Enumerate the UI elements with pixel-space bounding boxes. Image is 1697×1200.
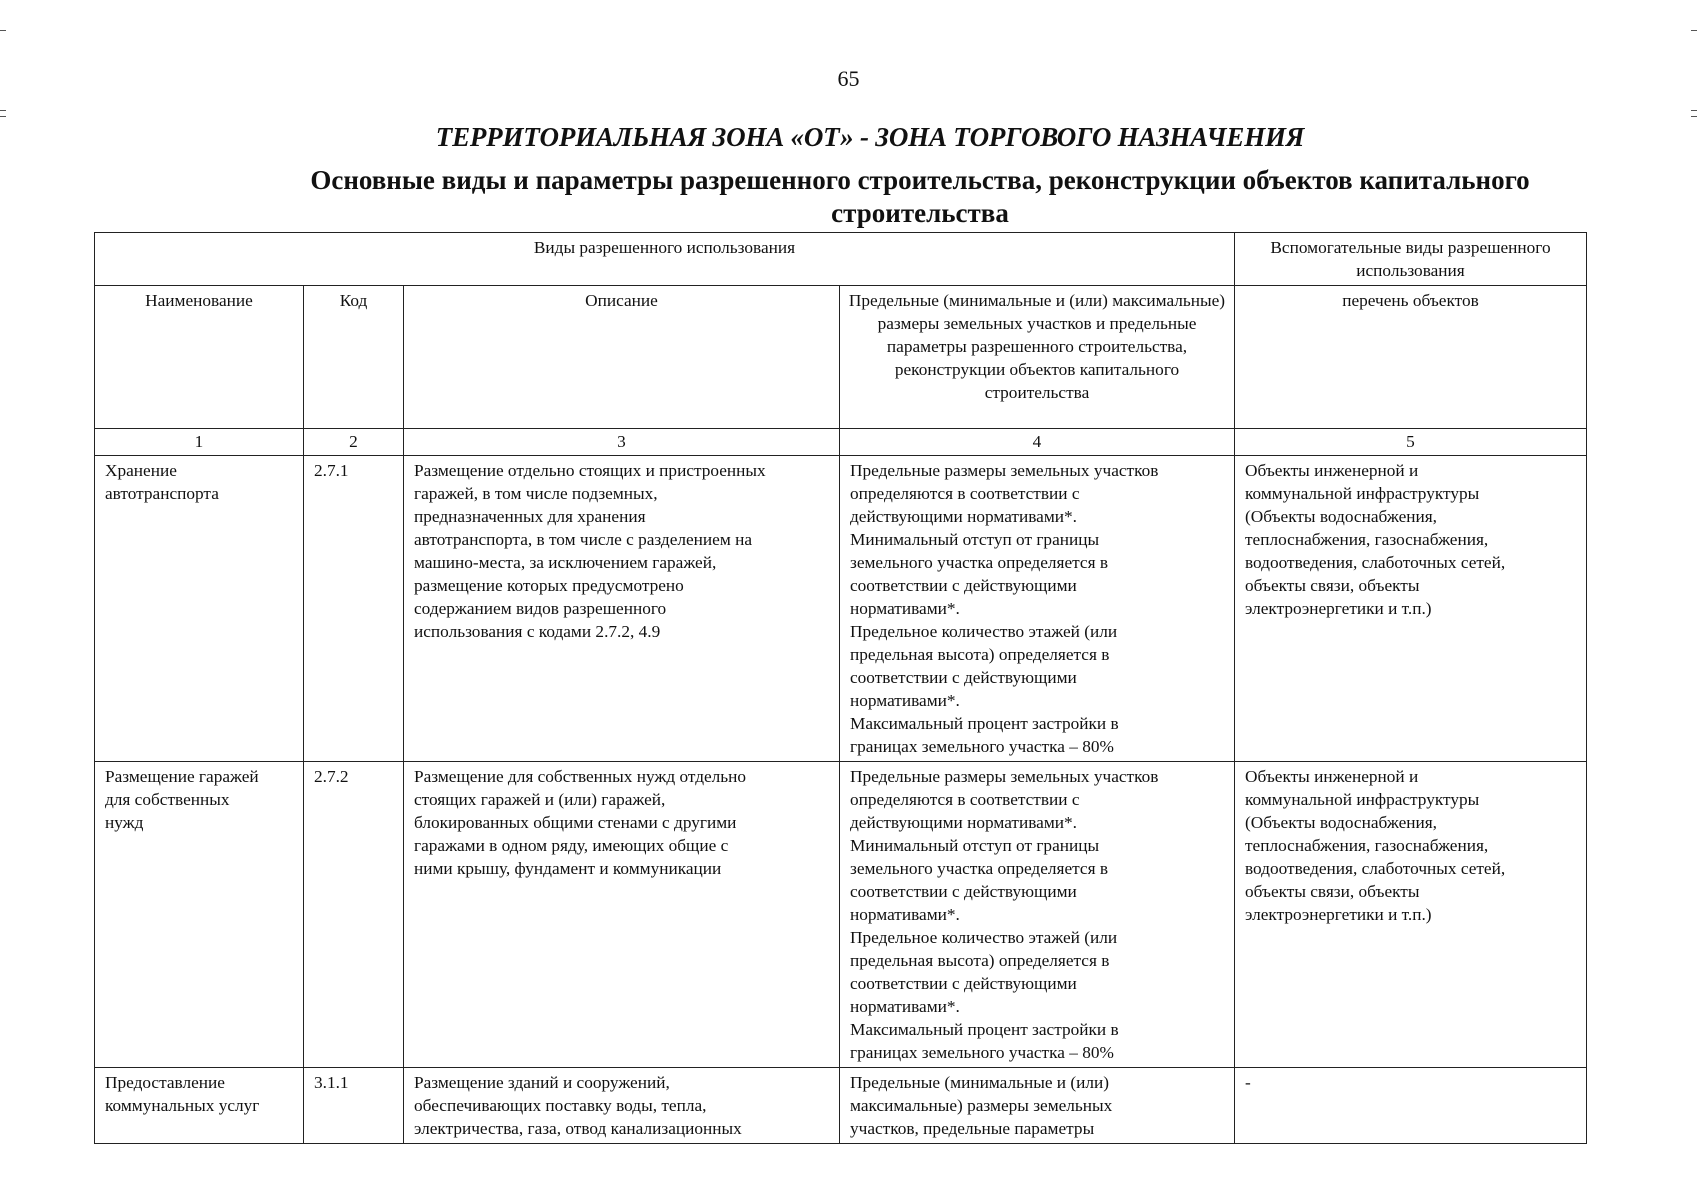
cell-limits: Предельные (минимальные и (или) максимальные) размеры земельных участков, предельные параметры — [840, 1068, 1235, 1144]
cell-code: 2.7.2 — [304, 762, 404, 1068]
group-header-main: Виды разрешенного использования — [95, 233, 1235, 286]
column-header-limits: Предельные (минимальные и (или) максимальные) размеры земельных участков и предельные параметры разрешенного строительства, реконструкции объектов капитального строительства — [840, 286, 1235, 429]
table-subtitle: Основные виды и параметры разрешенного строительства, реконструкции объектов капитального строительства — [310, 165, 1530, 228]
cell-objects: - — [1235, 1068, 1587, 1144]
scan-mark-right — [1691, 116, 1697, 117]
column-header-code: Код — [304, 286, 404, 429]
column-header-row — [95, 286, 1587, 429]
column-number: 3 — [404, 429, 840, 456]
cell-name: Хранение автотранспорта — [95, 456, 304, 762]
cell-code: 2.7.1 — [304, 456, 404, 762]
column-number-row — [95, 429, 1587, 456]
cell-description: Размещение отдельно стоящих и пристроенных гаражей, в том числе подземных, предназначенных для хранения автотранспорта, в том числе с разделением на машино-места, за исключением гаражей, размещение которых предусмотрено содержанием видов разрешенного использования с кодами 2.7.2, 4.9 — [404, 456, 840, 762]
column-number: 5 — [1235, 429, 1587, 456]
scan-mark-left — [0, 110, 6, 111]
page-number: 65 — [837, 66, 860, 91]
cell-name: Размещение гаражей для собственных нужд — [95, 762, 304, 1068]
table-row — [95, 456, 1587, 762]
column-header-name: Наименование — [95, 286, 304, 429]
scan-mark-right — [1691, 110, 1697, 111]
zone-title: ТЕРРИТОРИАЛЬНАЯ ЗОНА «ОТ» - ЗОНА ТОРГОВОГО НАЗНАЧЕНИЯ — [435, 122, 1305, 152]
scan-mark-left — [0, 116, 6, 117]
cell-code: 3.1.1 — [304, 1068, 404, 1144]
cell-description: Размещение для собственных нужд отдельно стоящих гаражей и (или) гаражей, блокированных общими стенами с другими гаражами в одном ряду, имеющих общие с ними крышу, фундамент и коммуникации — [404, 762, 840, 1068]
column-header-objects: перечень объектов — [1235, 286, 1587, 429]
group-header-row — [95, 233, 1587, 286]
table-row — [95, 762, 1587, 1068]
column-header-description: Описание — [404, 286, 840, 429]
cell-objects: Объекты инженерной и коммунальной инфраструктуры (Объекты водоснабжения, теплоснабжения, газоснабжения, водоотведения, слаботочных сетей, объекты связи, объекты электроэнергетики и т.п.) — [1235, 456, 1587, 762]
cell-objects: Объекты инженерной и коммунальной инфраструктуры (Объекты водоснабжения, теплоснабжения, газоснабжения, водоотведения, слаботочных сетей, объекты связи, объекты электроэнергетики и т.п.) — [1235, 762, 1587, 1068]
cell-limits: Предельные размеры земельных участков определяются в соответствии с действующими нормативами*. Минимальный отступ от границы земельного участка определяется в соответствии с действующими нормативами*. Предельное количество этажей (или предельная высота) определяется в соответствии с действующими нормативами*. Максимальный процент застройки в границах земельного участка – 80% — [840, 456, 1235, 762]
scan-mark-right — [1691, 30, 1697, 31]
cell-name: Предоставление коммунальных услуг — [95, 1068, 304, 1144]
scan-mark-left — [0, 30, 6, 31]
column-number: 4 — [840, 429, 1235, 456]
cell-description: Размещение зданий и сооружений, обеспечивающих поставку воды, тепла, электричества, газа, отвод канализационных — [404, 1068, 840, 1144]
table-row — [95, 1068, 1587, 1144]
column-number: 1 — [95, 429, 304, 456]
column-number: 2 — [304, 429, 404, 456]
cell-limits: Предельные размеры земельных участков определяются в соответствии с действующими нормативами*. Минимальный отступ от границы земельного участка определяется в соответствии с действующими нормативами*. Предельное количество этажей (или предельная высота) определяется в соответствии с действующими нормативами*. Максимальный процент застройки в границах земельного участка – 80% — [840, 762, 1235, 1068]
group-header-auxiliary: Вспомогательные виды разрешенного использования — [1235, 233, 1587, 286]
regulations-table — [94, 232, 1587, 1144]
